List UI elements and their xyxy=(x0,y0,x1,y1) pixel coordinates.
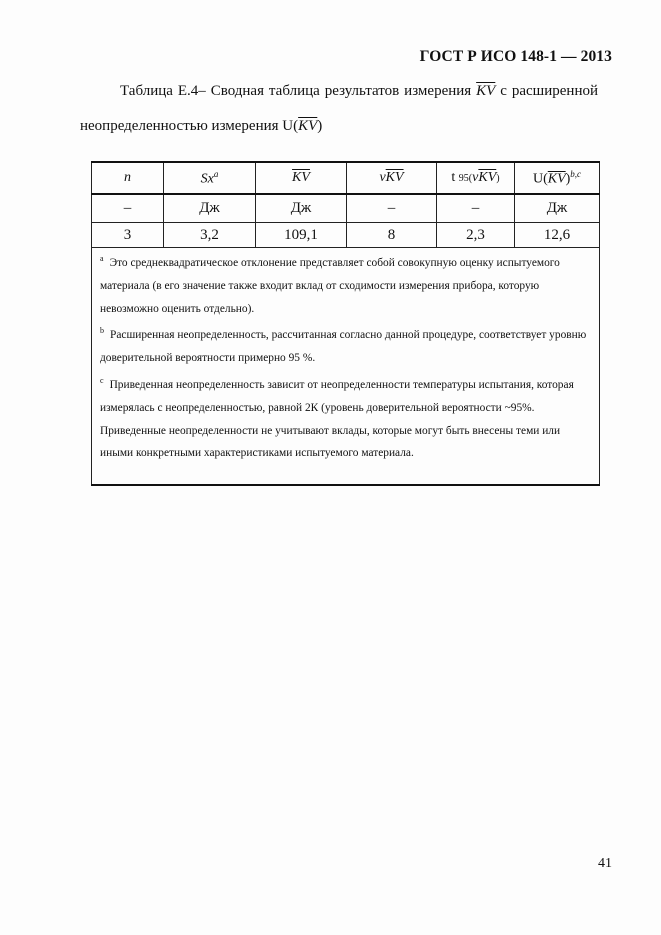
header-u-label: U( xyxy=(532,171,548,187)
units-row xyxy=(92,194,600,223)
header-nu-kv: $\overline{KV}$ xyxy=(385,170,404,185)
header-sx xyxy=(164,162,256,194)
table-caption xyxy=(120,83,598,100)
header-u-sup: b,c xyxy=(570,168,582,179)
caption-close: ) xyxy=(317,118,323,134)
value-cell: 3,2 xyxy=(164,223,256,248)
notes-row xyxy=(92,248,600,486)
note-b xyxy=(100,320,587,370)
header-n: n xyxy=(92,162,164,194)
header-nu-label: ν xyxy=(379,170,386,185)
header-sx-sup: a xyxy=(213,168,219,179)
header-t-nu: ν xyxy=(472,170,479,185)
caption-kv-2: $\overline{KV}$ xyxy=(298,118,318,134)
header-u-kv: $\overline{KV}$ xyxy=(547,171,566,187)
table-notes xyxy=(92,248,600,486)
document-header: ГОСТ Р ИСО 148-1 — 2013 xyxy=(419,48,612,65)
table-header-row xyxy=(92,162,600,194)
header-t-sub: 95 xyxy=(458,173,469,184)
caption-kv: $\overline{KV}$ xyxy=(476,83,496,99)
header-t95: t $95(\nu\overline{KV})$ xyxy=(437,162,515,194)
note-text: Приведенная неопределенность зависит от неопределенности температуры испытания, которая измерялась с неопределенностью, равной 2К (уровень доверительной вероятности ~95%. Приведенные неопределенности не учитывают вклады, которые могут быть внесены теми или иными конкретными характеристиками испытуемого материала. xyxy=(100,378,574,460)
header-nu xyxy=(347,162,437,194)
note-text: Расширенная неопределенность, рассчитанная согласно данной процедуре, соответствует уровню доверительной вероятности примерно 95 %. xyxy=(100,329,587,365)
value-cell: 3 xyxy=(92,223,164,248)
caption-text: Таблица Е.4– Сводная таблица результатов измерения xyxy=(120,83,477,99)
header-kv-label: $\overline{KV}$ xyxy=(292,170,310,185)
header-u xyxy=(515,162,600,194)
header-t-kv: $\overline{KV}$ xyxy=(478,170,497,185)
header-sx-label: Sx xyxy=(200,171,214,187)
header-u-close: ) xyxy=(565,171,571,187)
note-a xyxy=(100,248,587,320)
note-marker: a xyxy=(100,254,104,263)
header-t-label: t xyxy=(451,170,456,185)
unit-cell: Дж xyxy=(164,194,256,223)
unit-cell: – xyxy=(92,194,164,223)
unit-cell: – xyxy=(437,194,515,223)
note-text: Это среднеквадратическое отклонение представляет собой совокупную оценку испытуемого материала (в его значение также входит вклад от сходимости измерения прибора, которую невозможно оценить отдельно). xyxy=(100,257,560,315)
note-marker: b xyxy=(100,326,104,336)
header-kv xyxy=(256,162,347,194)
note-marker: c xyxy=(100,375,104,385)
caption-text-suffix: с расширенной xyxy=(495,83,599,99)
value-cell: 8 xyxy=(347,223,437,248)
unit-cell: Дж xyxy=(515,194,600,223)
value-cell: 2,3 xyxy=(437,223,515,248)
value-cell: 12,6 xyxy=(515,223,600,248)
unit-cell: – xyxy=(347,194,437,223)
caption-text-2: неопределенностью измерения U( xyxy=(80,118,299,134)
table-caption-line2 xyxy=(80,118,322,135)
value-cell: 109,1 xyxy=(256,223,347,248)
results-table xyxy=(91,161,600,486)
note-c xyxy=(100,370,587,465)
page-number: 41 xyxy=(598,856,612,871)
unit-cell: Дж xyxy=(256,194,347,223)
values-row xyxy=(92,223,600,248)
